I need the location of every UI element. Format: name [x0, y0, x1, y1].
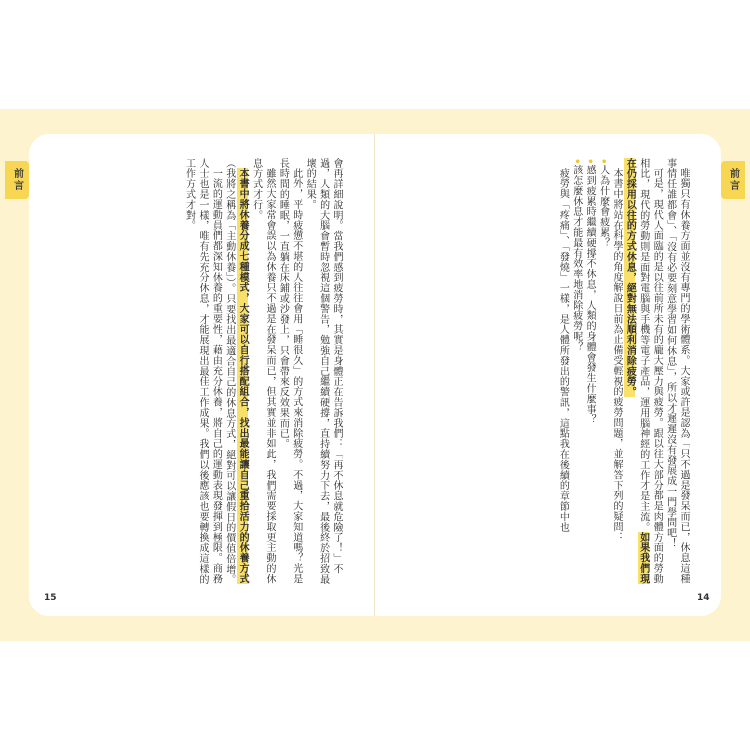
paragraph: 會再詳細說明。當我們感到疲勞時，其實是身體正在告訴我們：「再不休息就危險了！」不過，人類的大腦會暫時忽視這個警告，勉強自己繼續硬撐，直持續努力下去，最後終於招致最壞的結果。: [304, 158, 342, 585]
bullet-icon: •: [570, 158, 582, 165]
list-item-text: 感到疲累時繼續硬撐不休息，人類的身體會發生什麼事？: [584, 164, 596, 425]
page-number-right: 14: [697, 593, 710, 603]
paragraph: [222, 158, 249, 590]
question-list: [569, 158, 609, 590]
highlighted-text: 如果我們現在仍採用以往的方式休息，絕對無法順利消除疲勞。: [624, 158, 649, 585]
left-page-text: [65, 158, 343, 590]
paragraph: 疲勞與「疼痛」、「發燒」一樣，是人體所發出的警訊，這點我在後續的章節中也: [557, 168, 569, 533]
paragraph: 雖然大家常會誤以為休養只不過是在發呆而已，但其實並非如此，我們需要採取更主動的休息方式才行。: [250, 158, 275, 584]
list-item-text: 人為什麼會疲累？: [597, 164, 609, 248]
list-item-text: 該怎麼休息才能最有效率地消除疲勞呢？: [570, 164, 582, 352]
paragraph: 一流的運動員們都深知休養的重要性，藉由充分休養，將自己的運動表現發揮到極限。商務人士也是一樣，唯有先充分休息，才能展現出最佳工作成果。我們以後應該也要轉換成這樣的工作方式才對。: [183, 158, 222, 585]
book-gutter: [374, 134, 375, 616]
bullet-icon: •: [597, 158, 609, 165]
chapter-tab-left: 前言: [5, 161, 29, 199]
list-item: [583, 158, 596, 590]
list-item: [569, 158, 582, 590]
bullet-icon: •: [584, 158, 596, 165]
list-item: [596, 158, 609, 590]
paragraph: 本書中將站在科學的角度解說日前為止備受輕視的疲勞問題，並解答下列的疑問：: [610, 168, 622, 543]
paragraph: 唯獨只有休養方面並沒有專門的學術體系。大家或許是認為「只不過是發呆而已，休息這種事情任誰都會」、「沒有必要刻意學習如何休息」，所以才遲遲沒有發展成一門學問吧！: [664, 158, 689, 584]
paragraph: [623, 158, 663, 590]
right-page-text: [436, 158, 690, 590]
highlighted-text: 本書中將休養分成七種模式，大家可以自行搭配組合，找出最能讓自己重拾活力的休養方式: [237, 168, 249, 584]
paragraph: 此外，平時疲憊不堪的人往往會用「睡很久」的方式來消除疲勞。不過，大家知道嗎？光是長時間的睡眠，一直躺在床鋪或沙發上，只會帶來反效果而已。: [277, 158, 302, 584]
chapter-tab-right: 前言: [721, 161, 745, 199]
paragraph-text: （我將之稱為「主動休養」）。只要找出最適合自己的休息方式，絕對可以讓假日的價值倍增。: [223, 158, 235, 585]
paragraph-text: 可是，現代人面臨的是以往前所未有的龐大壓力與疲勞。跟以往大部分都是肉體方面的勞動相比，現代的勞動則是面對電腦與手機等電子產品，運用腦神經的工作才是主流。: [637, 158, 663, 584]
page-number-left: 15: [44, 593, 57, 603]
